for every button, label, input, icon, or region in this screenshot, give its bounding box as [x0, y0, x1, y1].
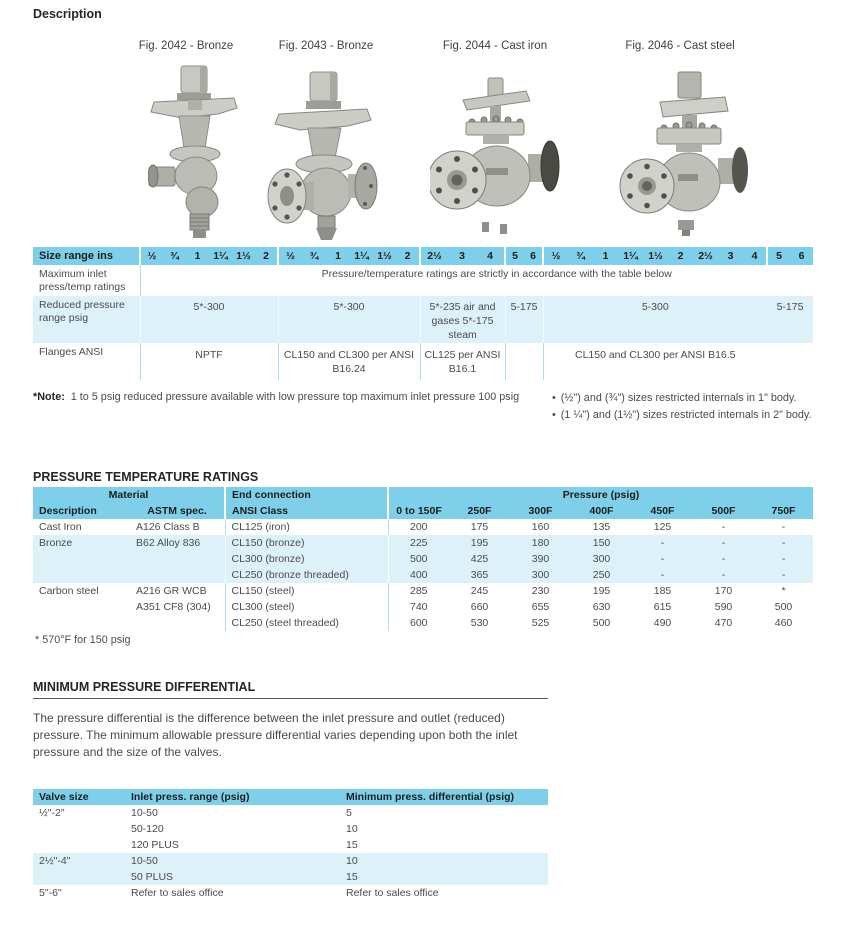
- size-cell: ½: [278, 247, 302, 265]
- size-cell: 1: [186, 247, 209, 265]
- size-cell: 2: [668, 247, 693, 265]
- col-inlet-range: Inlet press. range (psig): [125, 789, 340, 805]
- size-cell: 1: [593, 247, 618, 265]
- flanges-a: NPTF: [140, 343, 278, 380]
- pt-group-header-row: [33, 487, 813, 503]
- pt-ratings-table: [33, 487, 813, 631]
- reduced-c1: 5*-235 air and gases 5*-175 steam: [420, 296, 505, 343]
- reduced-c2: 5-175: [505, 296, 543, 343]
- size-cell: ¾: [568, 247, 593, 265]
- size-cell: 2: [396, 247, 420, 265]
- material-group-header: Material: [33, 487, 225, 503]
- reduced-pressure-label: Reduced pressure range psig: [33, 296, 140, 343]
- pt-ratings-heading: PRESSURE TEMPERATURE RATINGS: [33, 470, 259, 484]
- reduced-pressure-row: [33, 296, 813, 343]
- flanges-b: CL150 and CL300 per ANSI B16.24: [278, 343, 420, 380]
- col-astm-spec: ASTM spec.: [130, 503, 225, 519]
- size-cell: 3: [718, 247, 743, 265]
- note-text: 1 to 5 psig reduced pressure available with low pressure top maximum inlet pressure 100 psig: [70, 391, 520, 403]
- size-cell: 6: [790, 247, 813, 265]
- bullet-text: (½") and (¾") sizes restricted internals in 1" body.: [560, 392, 797, 404]
- col-ansi-class: ANSI Class: [225, 503, 388, 519]
- fig-2043-caption: Fig. 2043 - Bronze: [278, 40, 374, 52]
- table-row: ½"-2" 10-50 5: [39, 807, 352, 819]
- size-cell: 5: [505, 247, 524, 265]
- flanges-row: [33, 343, 813, 380]
- col-450f: 450F: [632, 503, 693, 519]
- mpd-header-row: [33, 789, 548, 805]
- flanges-c2: [505, 343, 543, 380]
- size-cell: 1½: [643, 247, 668, 265]
- pressure-group-header: Pressure (psig): [388, 487, 813, 503]
- bullet-icon: •: [552, 409, 556, 421]
- reduced-b: 5*-300: [278, 296, 420, 343]
- table-row: Bronze B62 Alloy 836 CL150 (bronze) 225 195 180 150 - - -: [33, 535, 813, 551]
- valve-photo-fig-2043: [266, 70, 381, 242]
- description-heading: Description: [33, 7, 102, 21]
- size-cell: 2½: [693, 247, 718, 265]
- table-row: 5"-6" Refer to sales office Refer to sales office: [39, 887, 439, 899]
- col-min-diff: Minimum press. differential (psig): [340, 789, 548, 805]
- size-cell: 1: [326, 247, 350, 265]
- size-cell: ¾: [163, 247, 186, 265]
- col-valve-size: Valve size: [33, 789, 125, 805]
- valve-photo-fig-2044: [430, 76, 565, 238]
- table-row: CL250 (bronze threaded) 400 365 300 250 - - -: [33, 567, 813, 583]
- table-row: Carbon steel A216 GR WCB CL150 (steel) 285 245 230 195 185 170 *: [39, 585, 786, 597]
- footnote-note: [33, 391, 533, 403]
- bullet-icon: •: [552, 392, 556, 404]
- min-pressure-diff-table: [33, 789, 548, 901]
- section-divider: [33, 698, 548, 699]
- flanges-d1: CL150 and CL300 per ANSI B16.5: [543, 343, 767, 380]
- size-range-label: Size range ins: [33, 247, 140, 265]
- table-row: 50-120 10: [131, 823, 358, 835]
- col-500f: 500F: [693, 503, 754, 519]
- pt-column-header-row: [33, 503, 813, 519]
- size-cell: 1¼: [350, 247, 373, 265]
- size-cell: 5: [767, 247, 790, 265]
- restriction-bullets: [552, 390, 812, 424]
- col-750f: 750F: [754, 503, 813, 519]
- min-pressure-diff-heading: MINIMUM PRESSURE DIFFERENTIAL: [33, 680, 256, 694]
- bullet-text: (1 ¼") and (1½") sizes restricted internals in 2" body.: [560, 409, 812, 421]
- flanges-label: Flanges ANSI: [39, 346, 104, 358]
- reduced-d2: 5-175: [767, 296, 813, 343]
- reduced-a: 5*-300: [140, 296, 278, 343]
- pt-footnote: * 570°F for 150 psig: [35, 634, 131, 646]
- size-cell: ½: [543, 247, 568, 265]
- size-header-row: [33, 247, 813, 265]
- size-cell: 6: [524, 247, 543, 265]
- table-row: A351 CF8 (304) CL300 (steel) 740 660 655 630 615 590 500: [136, 601, 793, 613]
- size-cell: 4: [476, 247, 505, 265]
- max-inlet-label: Maximum inlet press/temp ratings: [39, 268, 126, 293]
- size-cell: 3: [448, 247, 476, 265]
- max-inlet-value: Pressure/temperature ratings are strictly in accordance with the table below: [140, 265, 813, 296]
- table-row: 50 PLUS 15: [33, 869, 548, 885]
- table-row: 120 PLUS 15: [131, 839, 358, 851]
- fig-2044-caption: Fig. 2044 - Cast iron: [442, 40, 548, 52]
- col-250f: 250F: [449, 503, 510, 519]
- bullet-item: [552, 407, 812, 424]
- max-inlet-row: [33, 265, 813, 296]
- size-range-table: [33, 247, 813, 380]
- fig-2046-caption: Fig. 2046 - Cast steel: [625, 40, 735, 52]
- table-row: CL250 (steel threaded) 600 530 525 500 490 470 460: [33, 615, 813, 631]
- col-400f: 400F: [571, 503, 632, 519]
- end-connection-group-header: End connection: [225, 487, 388, 503]
- valve-photo-fig-2046: [616, 70, 751, 238]
- bullet-item: [552, 390, 812, 407]
- size-cell: ¾: [302, 247, 326, 265]
- size-cell: 4: [743, 247, 767, 265]
- table-row: 2½"-4" 10-50 10: [33, 853, 548, 869]
- flanges-d2: [767, 343, 813, 380]
- size-cell: 1½: [232, 247, 255, 265]
- size-cell: 1½: [373, 247, 396, 265]
- fig-2042-caption: Fig. 2042 - Bronze: [138, 40, 234, 52]
- note-label: *Note:: [33, 391, 65, 403]
- flanges-c1: CL125 per ANSI B16.1: [420, 343, 505, 380]
- size-cell: ½: [140, 247, 163, 265]
- size-cell: 1¼: [618, 247, 643, 265]
- col-0-150f: 0 to 150F: [388, 503, 449, 519]
- table-row: CL300 (bronze) 500 425 390 300 - - -: [33, 551, 813, 567]
- table-row: Cast Iron A126 Class B CL125 (iron) 200 175 160 135 125 - -: [39, 521, 786, 533]
- size-cell: 2½: [420, 247, 448, 265]
- col-description: Description: [33, 503, 130, 519]
- col-300f: 300F: [510, 503, 571, 519]
- valve-photo-fig-2042: [148, 64, 238, 242]
- size-cell: 2: [255, 247, 278, 265]
- size-cell: 1¼: [209, 247, 232, 265]
- min-pressure-diff-paragraph: The pressure differential is the difference between the inlet pressure and outlet (reduced) pressure. The minimum allowable pressure differential varies depending upon both the inlet pressure and the size of the valves.: [33, 711, 518, 759]
- reduced-d1: 5-300: [543, 296, 767, 343]
